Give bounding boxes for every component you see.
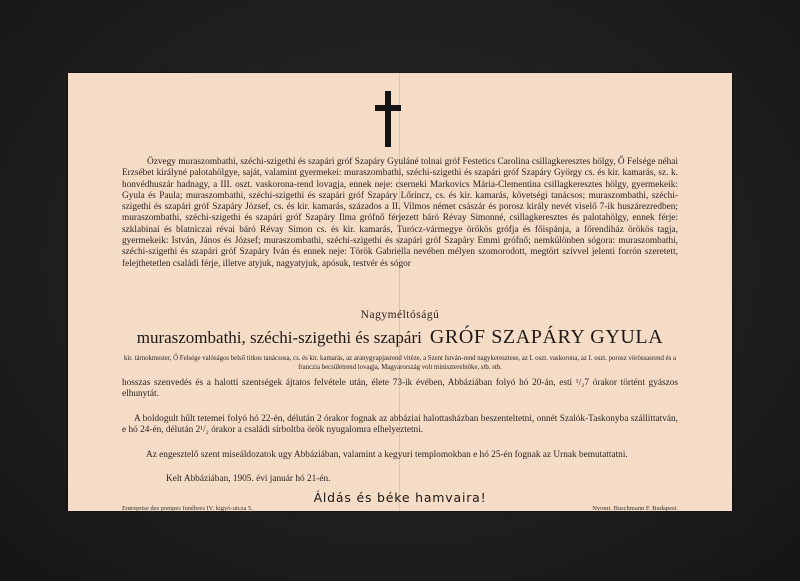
funeral-details: A boldogult hűlt tetemei folyó hó 22-én, délután 2 órakor fognak az abbáziai halottasházban beszenteltetni, onnét Szalók-Taskonyba szállíttatván, e hó 24-én, délután 2¹/₂ órakor a családi sírboltba örök nyugalomra elhelyeztetni. [122,414,678,436]
death-details: hosszas szenvedés és a halotti szentségek ájtatos felvétele után, élete 73-ik évében, Abbáziában folyó hó 20-án, esti ¹/₂7 órakor történt gyászos elhunytát. [122,378,678,400]
honorific: Nagyméltóságú [360,309,440,321]
mass-details: Az engesztelő szent miseáldozatok ugy Abbáziában, valamint a kegyuri templomokban e hó 25-én fognak az Urnak bemutattatni. [146,450,628,460]
cross-icon [375,91,401,147]
name-main: GRÓF SZAPÁRY GYULA [429,326,664,348]
footer-undertaker: Entreprise des pompes funèbres IV. kigyó-utcza 5. [122,505,253,511]
family-announcement: Özvegy muraszombathi, széchi-szigethi és szapári gróf Szapáry Gyuláné tolnai gróf Festetics Carolina csillagkeresztes hölgy, Ő Felsége néhai Erzsébet királyné palotahölgye, saját, valamint gyermekei: muraszombathi, széchi-szigethi és szapári gróf Szapáry György cs. és kir. kamarás, sz. k. honvédhuszár hadnagy, a III. oszt. vaskorona-rend lovagja, ennek neje: cserneki Markovics Mária-Clementina csillagkeresztes hölgy, gyermekeik: Gyula és Paula; muraszombathi, széchi-szigethi és szapári gróf Szapáry Lőrincz, cs. és kir. kamarás, követségi tanácsos; muraszombathi, széchi-szigethi és szapári gróf Szapáry József, cs. és kir. kamarás, százados a II. Vilmos német császár és porosz király nevét viselő 7-ik huszárezredben; muraszombathi, széchi-szigethi és szapári gróf Szapáry Ilma grófnő férjezett báró Révay Simonné, csillagkeresztes és palotahölgy, ennek férje: szklabinai és blatniczai révai báró Révay Simon cs. és kir. kamarás, Turócz-vármegye örökös grófja és főispánja, a főrendiház örökös tagja, gyermekeik: István, János és József; muraszombathi, széchi-szigethi és szapári gróf Szapáry Emmi grófnő; nemkülönben sógora: muraszombathi, széchi-szigethi és szapári gróf Szapáry Iván és ennek neje: Török Gabriella nevében mélyen szomorodott, megtört szívvel jelenti forrón szeretett, felejthetetlen családi férje, illetve atyjuk, nagyatyjuk, apósuk, testvér és sógor [122,157,678,269]
footer-printer: Nyomt. Buschmann F. Budapest. [592,505,678,511]
dateline: Kelt Abbáziában, 1905. évi január hó 21-én. [166,474,331,484]
obituary-sheet [68,73,732,511]
deceased-name [68,326,732,349]
name-prefix: muraszombathi, széchi-szigethi és szapári [136,328,422,347]
deceased-titles: kir. tárnokmester, Ő Felsége valóságos belső titkos tanácsosa, cs. és kir. kamarás, az aranygyapjasrend vitéze, a Szent István-rend nagykeresztese, az I. oszt. vaskorona, az I. oszt. porosz vörössasrend és a franczia becsületrend lovagja, Magyarország volt miniszterelnöke, stb. stb. [124,355,676,371]
blessing: Áldás és béke hamvaira! [313,490,487,505]
